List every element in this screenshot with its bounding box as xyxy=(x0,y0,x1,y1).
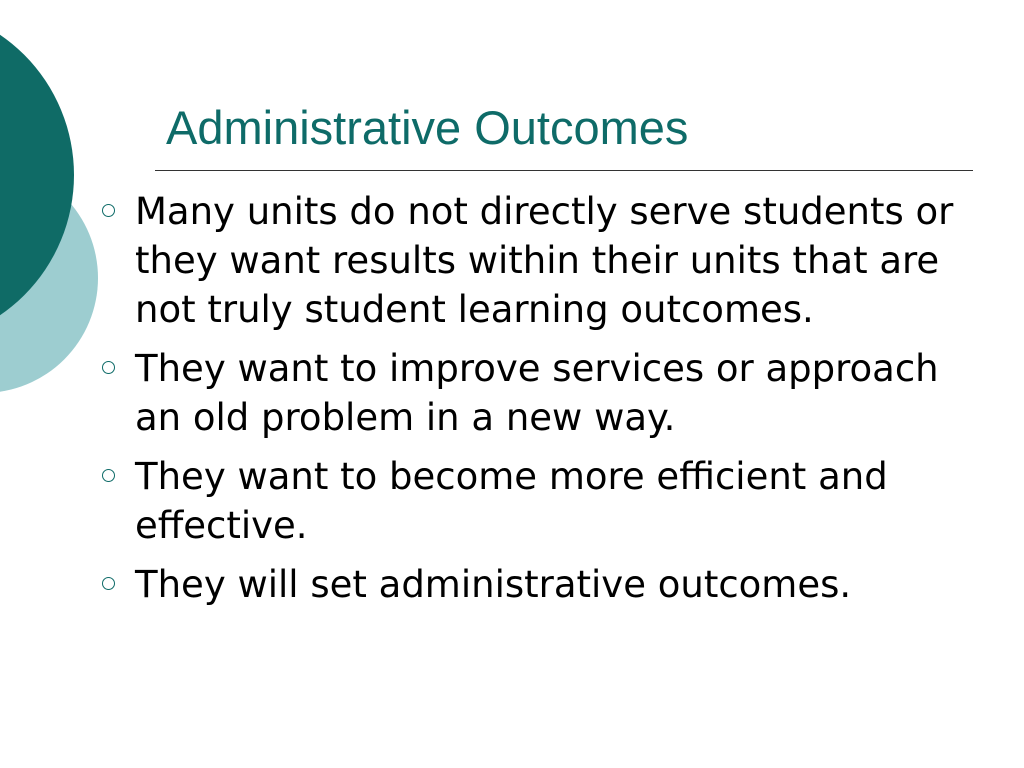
bullet-text: They want to become more efficient and effective. xyxy=(135,455,888,547)
hollow-circle-bullet-icon xyxy=(102,204,115,217)
hollow-circle-bullet-icon xyxy=(102,577,115,590)
bullet-text: Many units do not directly serve students or they want results within their units that are not truly student learning outcomes. xyxy=(135,190,954,331)
bullet-list xyxy=(98,187,988,619)
slide-title: Administrative Outcomes xyxy=(166,101,689,154)
title-underline-divider xyxy=(155,170,973,171)
bullet-text: They want to improve services or approach an old problem in a new way. xyxy=(135,347,939,439)
bullet-item xyxy=(98,187,988,334)
hollow-circle-bullet-icon xyxy=(102,469,115,482)
hollow-circle-bullet-icon xyxy=(102,361,115,374)
bullet-item xyxy=(98,560,988,609)
bullet-text: They will set administrative outcomes. xyxy=(135,563,852,606)
bullet-item xyxy=(98,344,988,442)
bullet-item xyxy=(98,452,988,550)
